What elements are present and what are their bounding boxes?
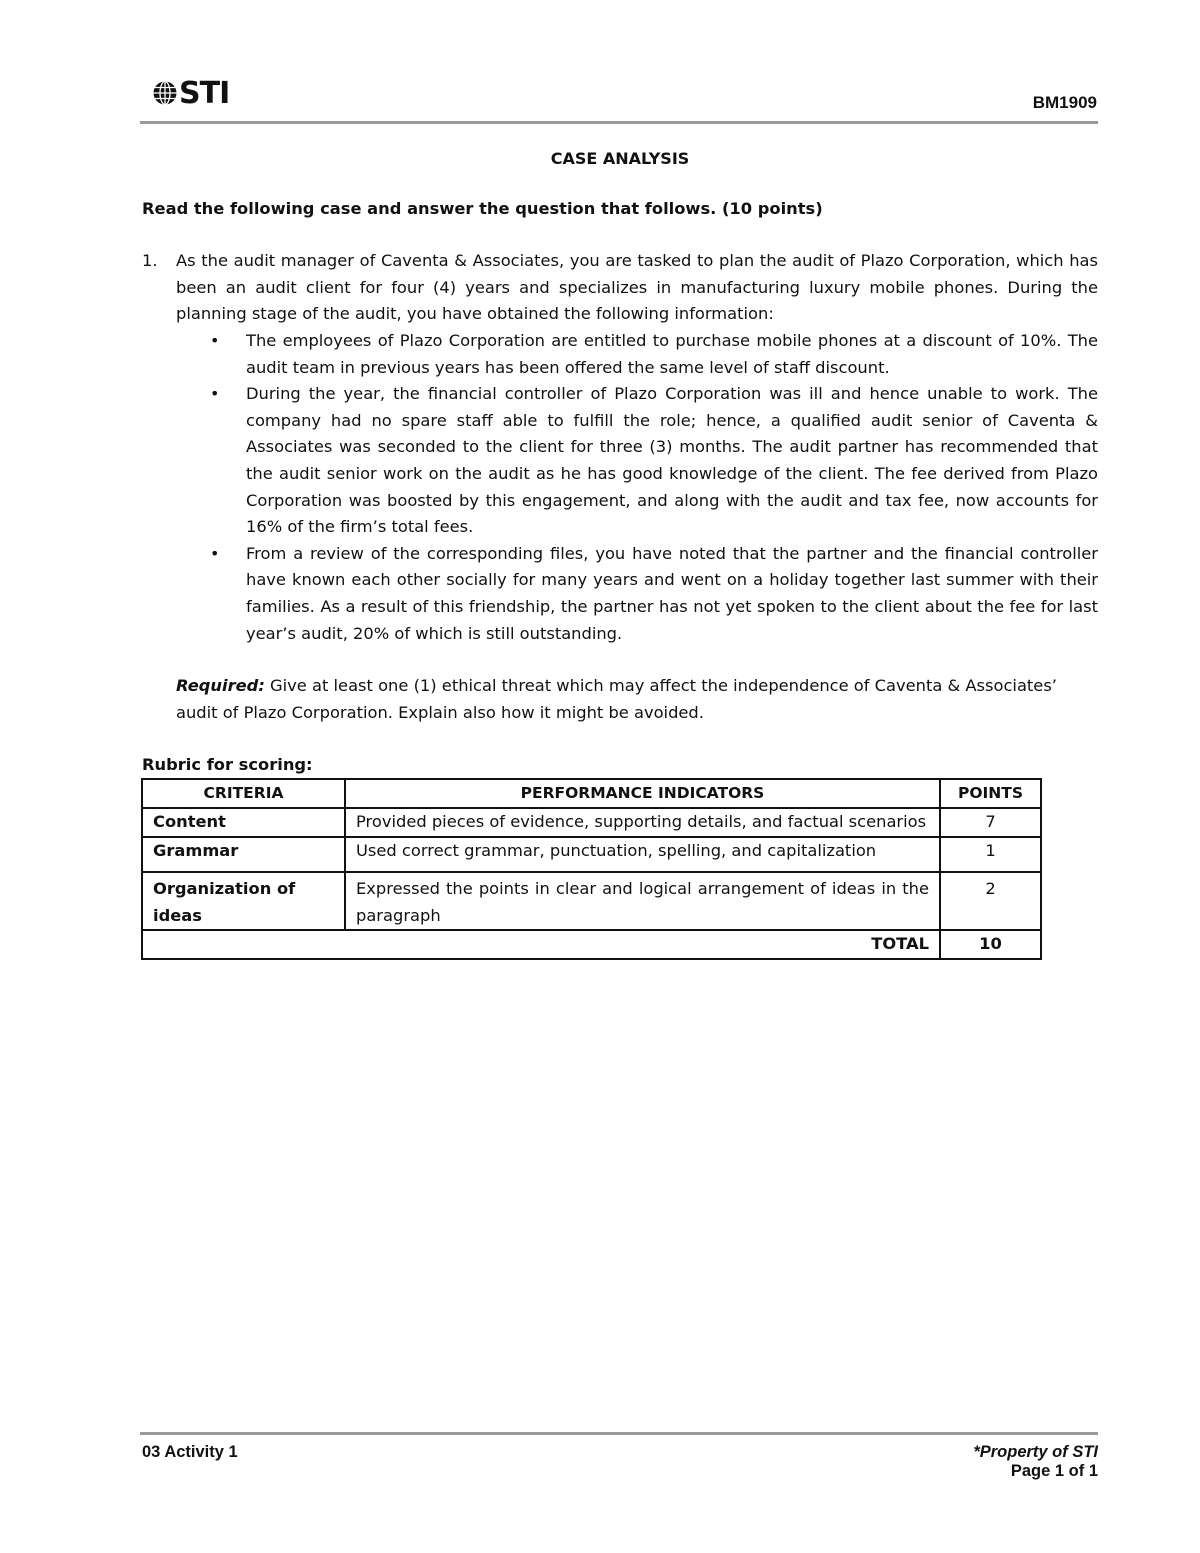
logo-wordmark: STI [179, 75, 230, 111]
bullet-icon: • [210, 331, 220, 350]
footer-property-notice: *Property of STI [973, 1443, 1098, 1461]
required-paragraph [176, 673, 1098, 726]
header-criteria: CRITERIA [142, 779, 345, 808]
bullet-text: During the year, the financial controller of Plazo Corporation was ill and hence unable to work. The company had no spare staff able to fulfill the role; hence, a qualified audit senior of Caventa & Associates was seconded to the client for three (3) months. The audit partner has recommended that the audit senior work on the audit as he has good knowledge of the client. The fee derived from Plazo Corporation was boosted by this engagement, and along with the audit and tax fee, now accounts for 16% of the firm’s total fees. [246, 384, 1098, 537]
instruction-text: Read the following case and answer the question that follows. (10 points) [142, 199, 823, 218]
total-value: 10 [940, 930, 1041, 959]
header-divider [140, 121, 1098, 124]
indicator-cell: Expressed the points in clear and logical arrangement of ideas in the paragraph [345, 872, 940, 930]
points-cell: 2 [940, 872, 1041, 930]
globe-icon [152, 80, 178, 106]
points-cell: 1 [940, 837, 1041, 873]
header-performance-indicators: PERFORMANCE INDICATORS [345, 779, 940, 808]
table-header-row [142, 779, 1041, 808]
bullet-icon: • [210, 543, 220, 563]
required-text: Give at least one (1) ethical threat which may affect the independence of Caventa & Associates’ audit of Plazo Corporation. Explain also how it might be avoided. [176, 676, 1057, 722]
list-item [210, 381, 1098, 541]
document-code: BM1909 [1032, 93, 1097, 112]
total-label: TOTAL [142, 930, 940, 959]
table-row [142, 872, 1041, 930]
points-cell: 7 [940, 808, 1041, 837]
footer-activity-label: 03 Activity 1 [142, 1443, 238, 1461]
rubric-title: Rubric for scoring: [142, 755, 313, 774]
page-title: CASE ANALYSIS [550, 149, 690, 168]
question-intro: As the audit manager of Caventa & Associates, you are tasked to plan the audit of Plazo Corporation, which has been an audit client for four (4) years and specializes in manufacturing luxury mobile phones. During the planning stage of the audit, you have obtained the following information: [176, 251, 1098, 324]
question-number: 1. [142, 251, 158, 270]
rubric-table [141, 778, 1042, 960]
criteria-cell: Grammar [142, 837, 345, 873]
criteria-cell: Content [142, 808, 345, 837]
header-points: POINTS [940, 779, 1041, 808]
indicator-cell: Provided pieces of evidence, supporting details, and factual scenarios [345, 808, 940, 837]
info-bullet-list [210, 328, 1098, 647]
indicator-cell: Used correct grammar, punctuation, spelling, and capitalization [345, 837, 940, 873]
bullet-text: The employees of Plazo Corporation are entitled to purchase mobile phones at a discount of 10%. The audit team in previous years has been offered the same level of staff discount. [246, 331, 1098, 377]
footer-right-block [973, 1443, 1098, 1481]
criteria-cell: Organization of ideas [142, 872, 345, 930]
bullet-icon: • [210, 384, 220, 404]
required-label: Required: [176, 676, 265, 695]
bullet-text: From a review of the corresponding files, you have noted that the partner and the financial controller have known each other socially for many years and went on a holiday together last summer with their families. As a result of this friendship, the partner has not yet spoken to the client about the fee for last year’s audit, 20% of which is still outstanding. [246, 543, 1098, 643]
sti-logo [152, 76, 229, 110]
table-row [142, 837, 1041, 873]
table-total-row [142, 930, 1041, 959]
list-item [210, 541, 1098, 647]
footer-page-number: Page 1 of 1 [1010, 1462, 1098, 1480]
footer-divider [140, 1432, 1098, 1435]
list-item [210, 328, 1098, 381]
table-row [142, 808, 1041, 837]
